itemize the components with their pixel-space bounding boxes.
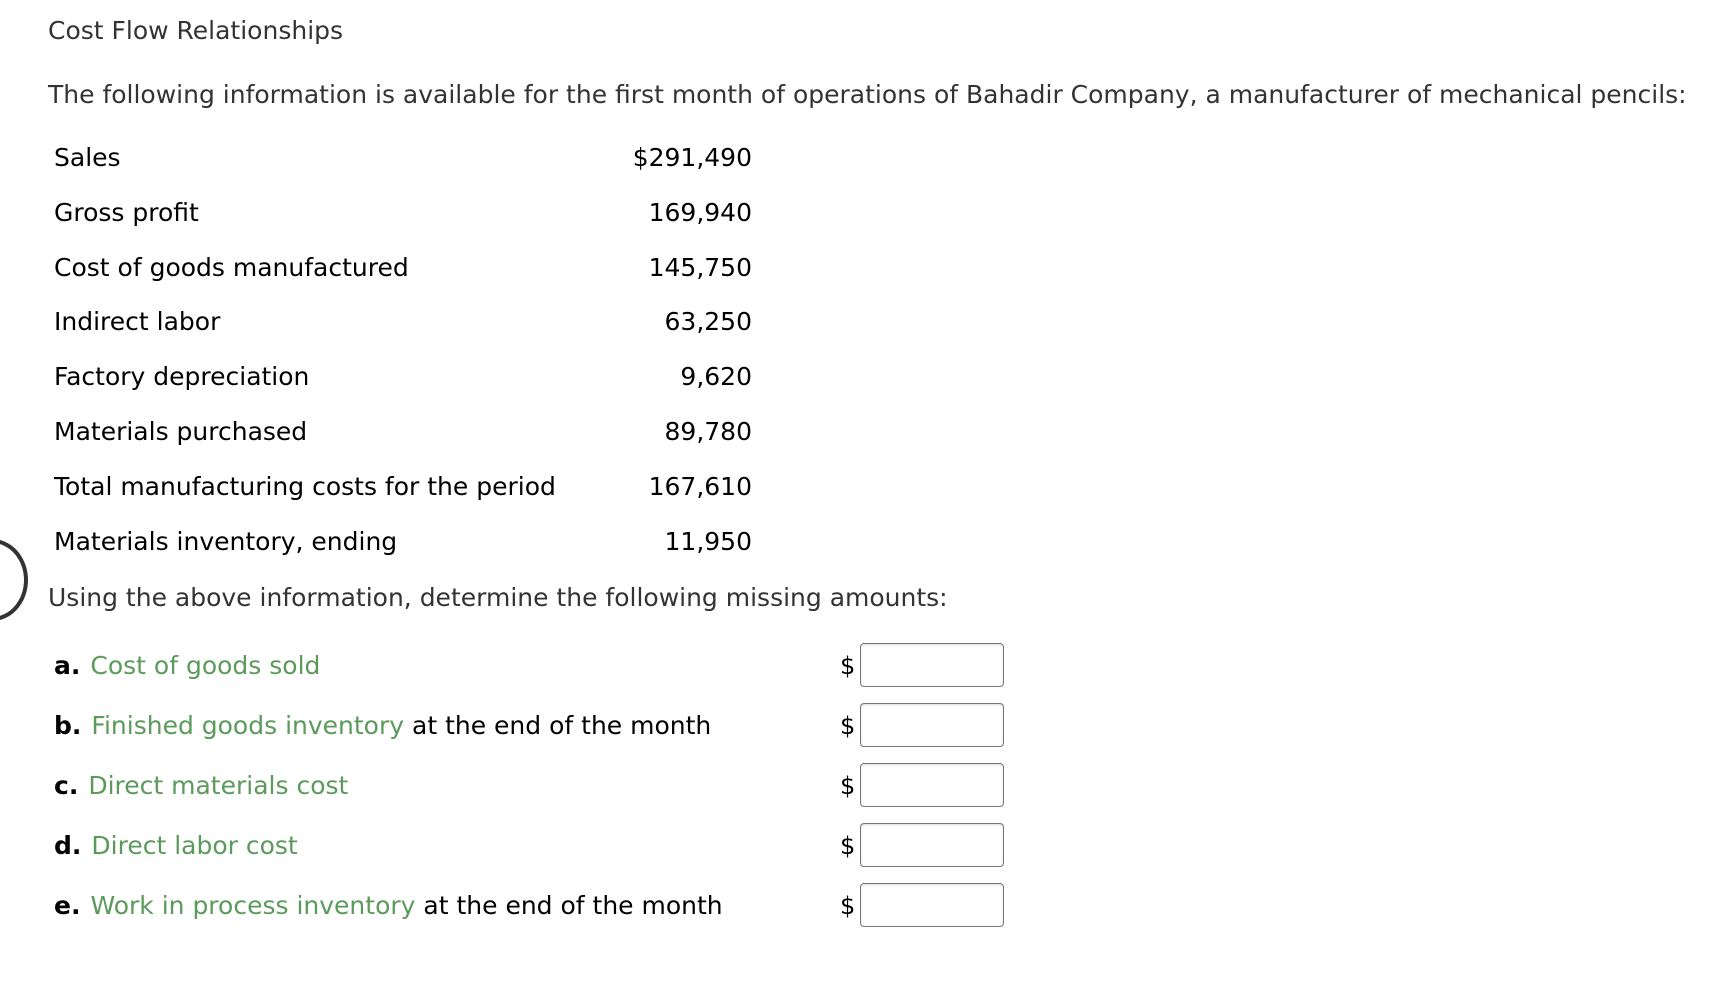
info-row-indirect-labor (54, 302, 752, 342)
finished-goods-inventory-input[interactable] (860, 703, 1004, 747)
question-row-a (54, 643, 1014, 689)
info-row-total-manufacturing-costs (54, 467, 752, 507)
info-value: 11,950 (664, 527, 752, 556)
question-text (54, 883, 723, 929)
question-link-work-in-process-inventory[interactable]: Work in process inventory (90, 891, 416, 920)
question-row-e (54, 883, 1014, 929)
info-label: Total manufacturing costs for the period (54, 472, 556, 501)
question-text (54, 763, 348, 809)
side-panel-handle[interactable] (0, 539, 28, 621)
question-letter: c. (54, 771, 79, 800)
question-row-c (54, 763, 1014, 809)
direct-materials-cost-input[interactable] (860, 763, 1004, 807)
info-row-materials-inventory-ending (54, 522, 752, 562)
info-label: Sales (54, 143, 121, 172)
question-link-direct-labor-cost[interactable]: Direct labor cost (91, 831, 298, 860)
info-row-materials-purchased (54, 412, 752, 452)
question-letter: e. (54, 891, 81, 920)
info-label: Cost of goods manufactured (54, 253, 409, 282)
question-letter: a. (54, 651, 81, 680)
direct-labor-cost-input[interactable] (860, 823, 1004, 867)
dollar-sign: $ (840, 892, 856, 920)
question-link-direct-materials-cost[interactable]: Direct materials cost (88, 771, 349, 800)
info-label: Materials purchased (54, 417, 308, 446)
question-link-finished-goods-inventory[interactable]: Finished goods inventory (91, 711, 405, 740)
question-text (54, 823, 298, 869)
info-value: 89,780 (664, 417, 752, 446)
info-row-gross-profit (54, 193, 752, 233)
intro-text: The following information is available for the first month of operations of Bahadir Company, a manufacturer of mechanical pencils: (48, 80, 1687, 109)
dollar-sign: $ (840, 712, 856, 740)
info-row-factory-depreciation (54, 357, 752, 397)
info-value: $291,490 (632, 143, 752, 172)
info-value: 9,620 (680, 362, 752, 391)
info-value: 169,940 (648, 198, 752, 227)
question-suffix: at the end of the month (415, 891, 723, 920)
info-label: Gross profit (54, 198, 199, 227)
question-text (54, 703, 711, 749)
dollar-sign: $ (840, 832, 856, 860)
work-in-process-inventory-input[interactable] (860, 883, 1004, 927)
question-row-b (54, 703, 1014, 749)
question-link-cost-of-goods-sold[interactable]: Cost of goods sold (90, 651, 321, 680)
question-row-d (54, 823, 1014, 869)
dollar-sign: $ (840, 652, 856, 680)
page-title: Cost Flow Relationships (48, 16, 344, 45)
dollar-sign: $ (840, 772, 856, 800)
question-letter: b. (54, 711, 82, 740)
question-letter: d. (54, 831, 82, 860)
info-value: 167,610 (648, 472, 752, 501)
info-value: 63,250 (664, 307, 752, 336)
info-label: Indirect labor (54, 307, 221, 336)
cost-of-goods-sold-input[interactable] (860, 643, 1004, 687)
info-label: Materials inventory, ending (54, 527, 398, 556)
prompt-text: Using the above information, determine the following missing amounts: (48, 583, 948, 612)
question-text (54, 643, 320, 689)
info-label: Factory depreciation (54, 362, 310, 391)
info-row-cost-of-goods-manufactured (54, 248, 752, 288)
question-suffix: at the end of the month (404, 711, 712, 740)
info-row-sales (54, 138, 752, 178)
info-value: 145,750 (648, 253, 752, 282)
